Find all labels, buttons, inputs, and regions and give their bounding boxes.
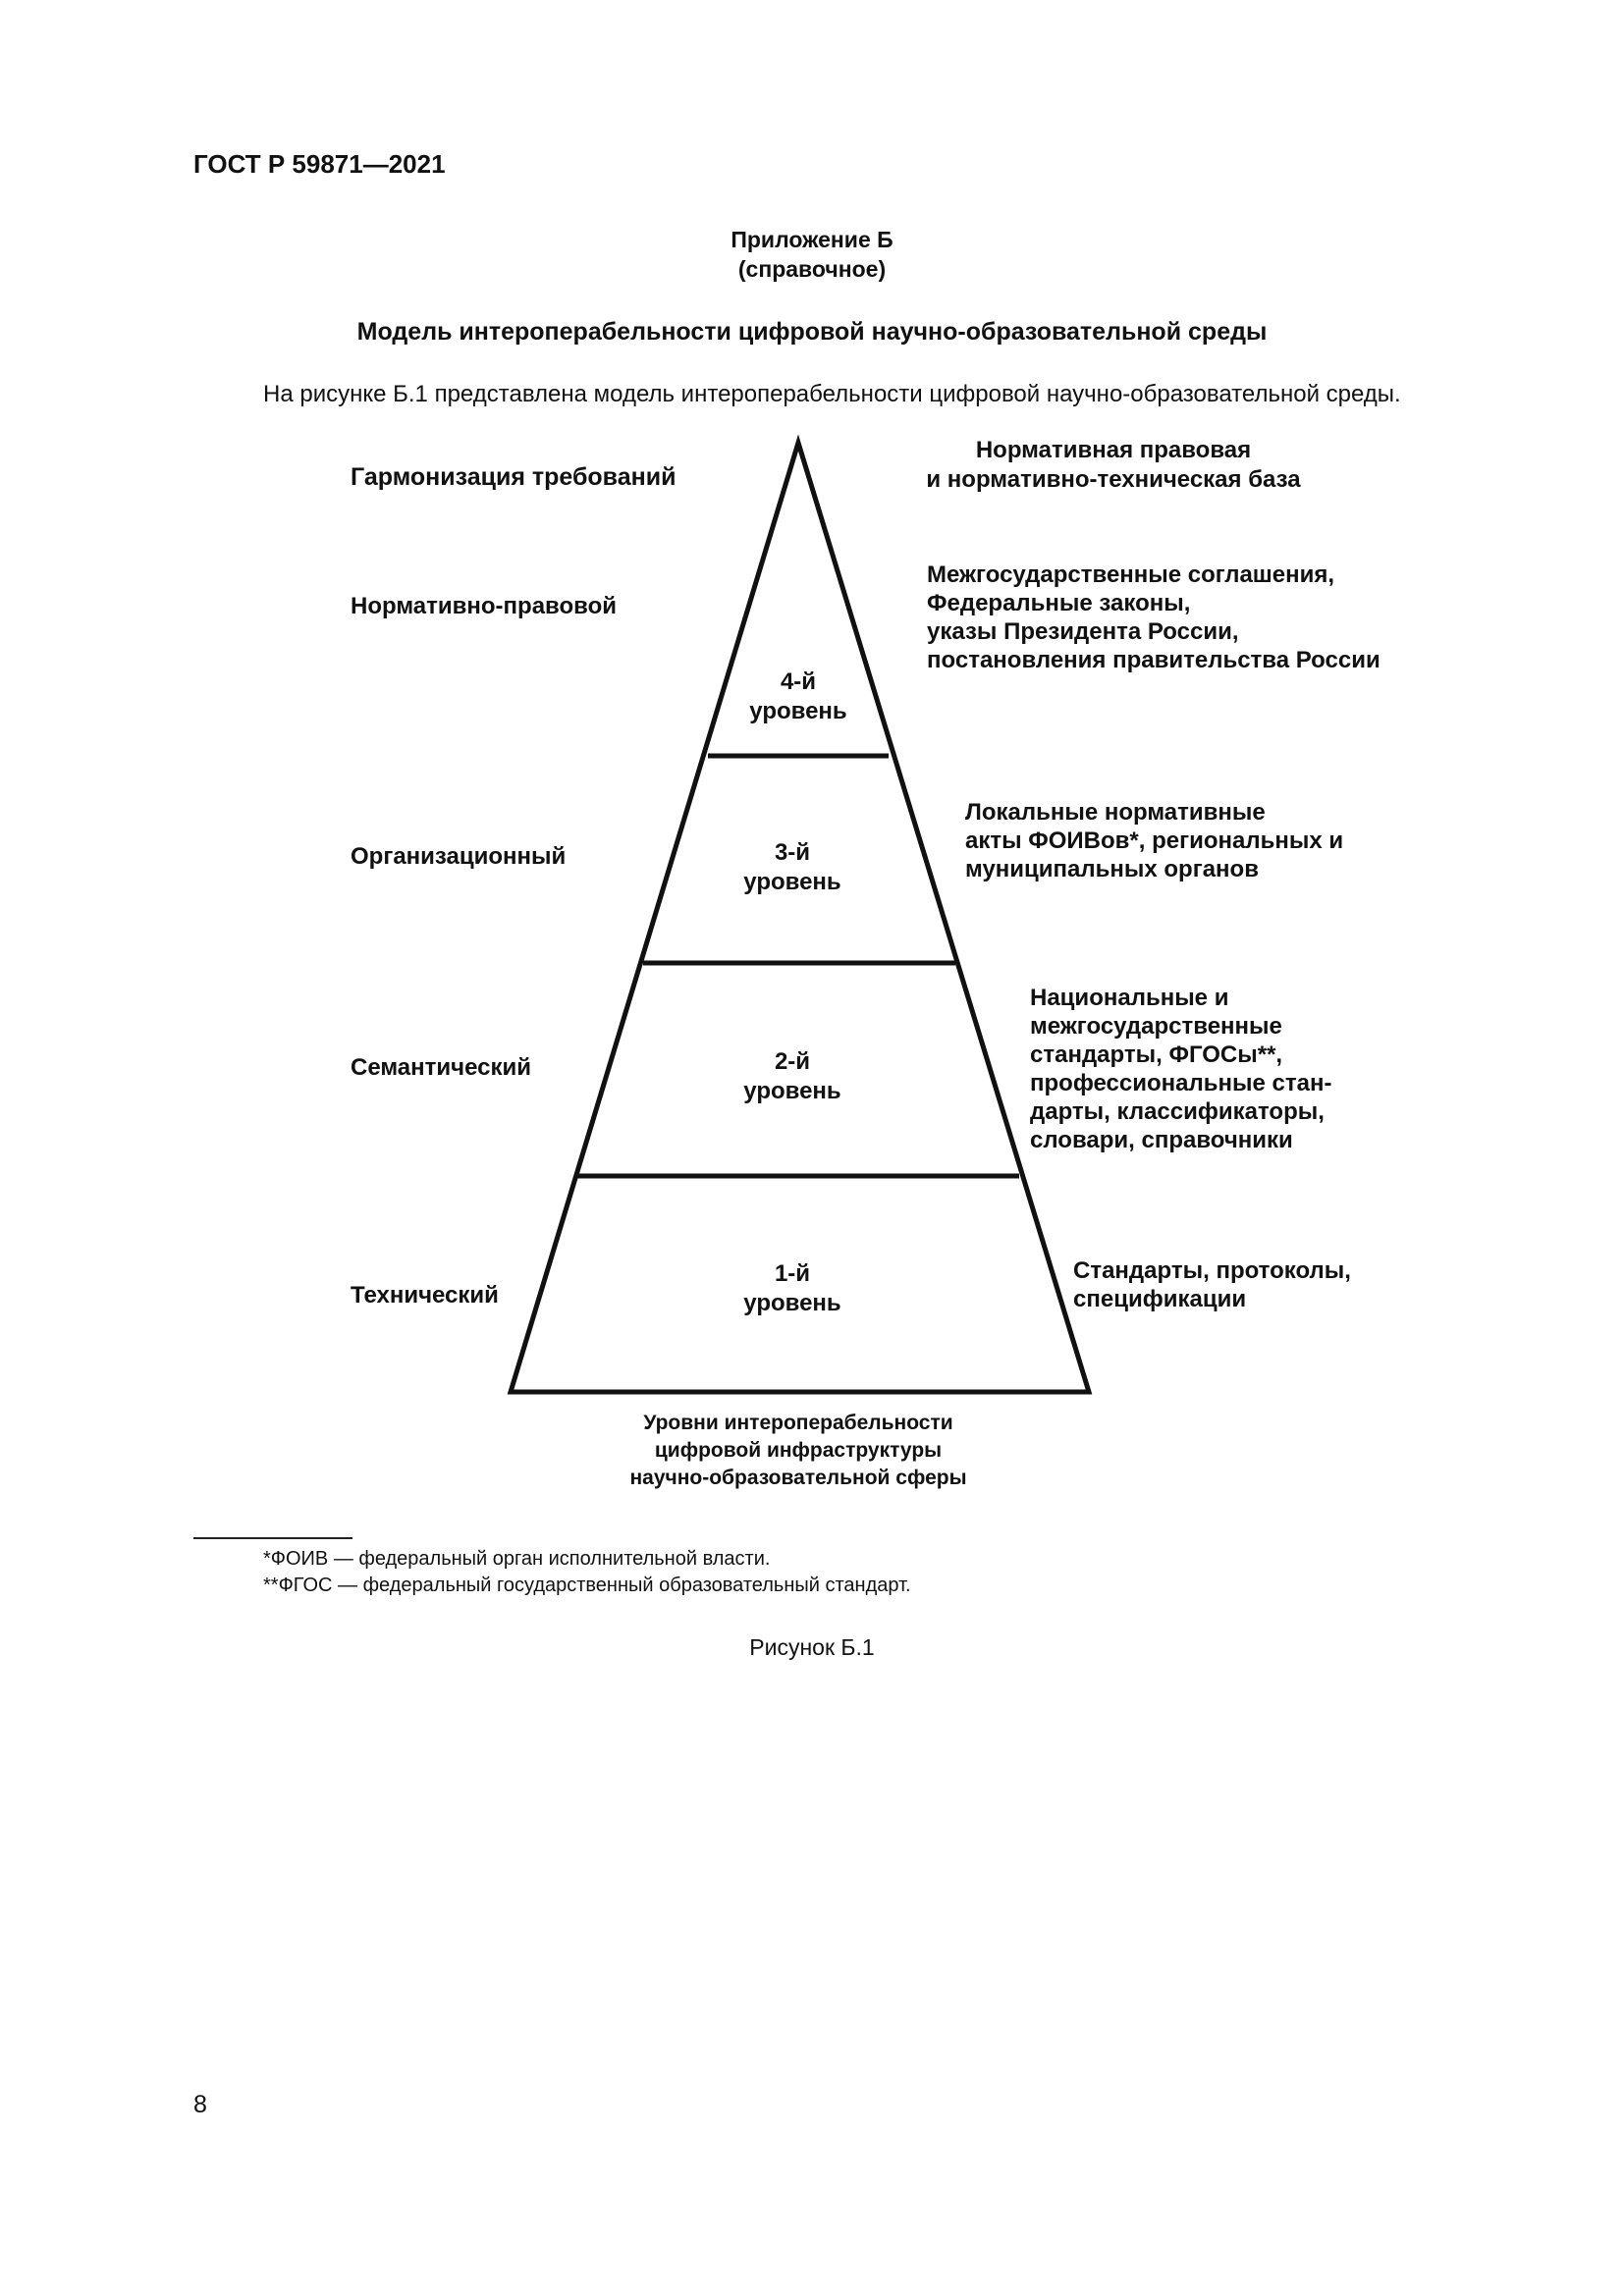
appendix-title: Приложение Б bbox=[731, 227, 893, 252]
level-4-word: уровень bbox=[749, 698, 847, 724]
level-3-description-line: муниципальных органов bbox=[965, 856, 1259, 882]
left-label-level-3: Организационный bbox=[351, 843, 567, 870]
pyramid-caption-line: Уровни интероперабельности bbox=[643, 1412, 953, 1434]
level-2-word: уровень bbox=[743, 1078, 841, 1104]
intro-paragraph: На рисунке Б.1 представлена модель интероперабельности цифровой научно-образовательной среды. bbox=[263, 381, 1401, 407]
left-header: Гармонизация требований bbox=[351, 463, 677, 491]
document-header: ГОСТ Р 59871—2021 bbox=[193, 149, 446, 179]
level-4-description-line: указы Президента России, bbox=[927, 618, 1239, 645]
level-4-description-line: Межгосударственные соглашения, bbox=[927, 561, 1335, 588]
footnote: **ФГОС — федеральный государственный образовательный стандарт. bbox=[263, 1575, 911, 1596]
level-1-word: уровень bbox=[743, 1290, 841, 1316]
level-2-description-line: межгосударственные bbox=[1030, 1013, 1282, 1040]
level-2-description-line: словари, справочники bbox=[1030, 1127, 1293, 1153]
level-4-number: 4-й bbox=[780, 668, 817, 695]
pyramid-caption-line: цифровой инфраструктуры bbox=[654, 1439, 943, 1462]
level-1-description-line: Стандарты, протоколы, bbox=[1073, 1257, 1351, 1284]
level-2-description-line: профессиональные стан- bbox=[1030, 1070, 1332, 1096]
level-2-description-line: стандарты, ФГОСы**, bbox=[1030, 1041, 1283, 1068]
footnote: *ФОИВ — федеральный орган исполнительной власти. bbox=[263, 1548, 771, 1570]
footnote-separator bbox=[193, 1537, 352, 1539]
level-1-number: 1-й bbox=[774, 1260, 811, 1287]
section-title: Модель интероперабельности цифровой научно-образовательной среды bbox=[356, 318, 1268, 346]
right-header-line: Нормативная правовая bbox=[975, 437, 1252, 463]
level-4-description-line: Федеральные законы, bbox=[927, 590, 1191, 616]
appendix-note: (справочное) bbox=[737, 256, 887, 282]
level-3-word: уровень bbox=[743, 869, 841, 895]
left-label-level-1: Технический bbox=[351, 1282, 499, 1308]
figure-caption: Рисунок Б.1 bbox=[749, 1634, 875, 1660]
level-3-description-line: Локальные нормативные bbox=[965, 799, 1266, 826]
level-1-description-line: спецификации bbox=[1073, 1286, 1247, 1312]
level-3-number: 3-й bbox=[774, 839, 811, 866]
right-header-line: и нормативно-техническая база bbox=[926, 466, 1301, 493]
level-2-description-line: Национальные и bbox=[1030, 985, 1229, 1011]
pyramid-caption-line: научно-образовательной сферы bbox=[629, 1467, 967, 1489]
page-number: 8 bbox=[193, 2091, 207, 2118]
level-2-number: 2-й bbox=[774, 1048, 811, 1075]
level-3-description-line: акты ФОИВов*, региональных и bbox=[965, 828, 1344, 854]
left-label-level-2: Семантический bbox=[351, 1054, 531, 1081]
level-4-description-line: постановления правительства России bbox=[927, 647, 1380, 673]
left-label-level-4: Нормативно-правовой bbox=[351, 593, 617, 619]
level-2-description-line: дарты, классификаторы, bbox=[1030, 1098, 1325, 1125]
